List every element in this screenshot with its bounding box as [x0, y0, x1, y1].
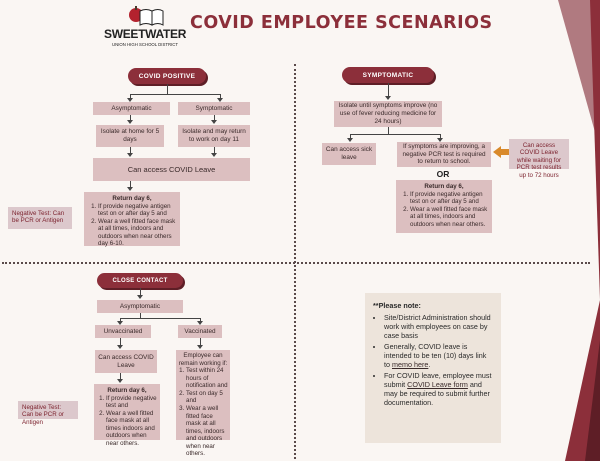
- logo: [104, 5, 186, 51]
- cp-return-day-6-box: [84, 192, 180, 246]
- note-title: **Please note:: [373, 301, 421, 310]
- cc-unvaccinated-box: Unvaccinated: [95, 325, 151, 338]
- cp-negative-test-note: Negative Test: Can be PCR or Antigen: [8, 207, 72, 229]
- cp-return-title: Return day 6,: [112, 195, 152, 202]
- cc-vacc-intro: Employee can remain working if:: [178, 352, 228, 367]
- symptomatic-pill: SYMPTOMATIC: [342, 67, 434, 83]
- note-item: • For COVID leave, employee must submit COVID Leave form and may be required to submit further documentation.: [384, 371, 493, 407]
- close-contact-pill: CLOSE CONTACT: [97, 273, 183, 288]
- cc-negative-test-note: Negative Test: Can be PCR or Antigen: [18, 401, 78, 419]
- sym-sick-leave-box: Can access sick leave: [322, 143, 376, 165]
- cp-isolate-5-days: Isolate at home for 5 days: [96, 125, 164, 147]
- sym-covid-leave-note: Can access COVID Leave while waiting for PCR test results up to 72 hours: [509, 139, 569, 169]
- covid-positive-pill: COVID POSITIVE: [128, 68, 206, 84]
- apple-book-icon: [126, 5, 164, 27]
- cp-return-item: 1. If provide negative antigen test on or after day 5 and: [98, 203, 176, 218]
- cp-isolate-return-day-11: Isolate and may return to work on day 11: [178, 125, 250, 147]
- cc-return-item: 2. Wear a well fitted face mask at all times indoors and outdoors when near others.: [106, 410, 157, 448]
- covid-leave-form-link[interactable]: COVID Leave form: [407, 380, 468, 389]
- sym-pcr-required-box: If symptoms are improving, a negative PCR test is required to return to school.: [397, 142, 491, 167]
- cc-asymptomatic-box: Asymptomatic: [97, 300, 183, 313]
- logo-subtitle: UNION HIGH SCHOOL DISTRICT: [112, 42, 178, 47]
- cc-vacc-item: 1. Test within 24 hours of notification and: [186, 367, 228, 390]
- horizontal-divider: [2, 262, 590, 264]
- note-item: • Generally, COVID leave is intended to be ten (10) days link to memo here.: [384, 342, 493, 369]
- cc-vaccinated-box: Vaccinated: [178, 325, 222, 338]
- cp-symptomatic-box: Symptomatic: [178, 102, 250, 115]
- decorative-corner-shapes: [540, 0, 600, 461]
- cp-return-item: 2. Wear a well fitted face mask at all times, indoors and outdoors when near others day 6-10.: [98, 218, 176, 248]
- sym-return-day-6-box: [396, 180, 492, 233]
- cc-vacc-item: 3. Wear a well fitted face mask at all times, indoors and outdoors when near others.: [186, 405, 228, 458]
- cc-vaccinated-conditions-box: [176, 350, 230, 458]
- sym-return-item: 1. If provide negative antigen test on or after day 5 and: [410, 191, 488, 206]
- sym-return-item: 2. Wear a well fitted face mask at all times, indoors and outdoors when near others.: [410, 206, 488, 229]
- sym-return-title: Return day 6,: [424, 183, 464, 190]
- cc-return-title: Return day 6,: [107, 387, 147, 394]
- cc-return-item: 1. If provide negative test and: [106, 395, 157, 410]
- or-label: OR: [436, 169, 450, 179]
- cp-asymptomatic-box: Asymptomatic: [93, 102, 170, 115]
- note-item: • Site/District Administration should work with employees on case by case basis: [384, 313, 493, 340]
- cc-vacc-item: 2. Test on day 5 and: [186, 390, 228, 405]
- sym-isolate-box: Isolate until symptoms improve (no use of fever reducing medicine for 24 hours): [334, 101, 442, 127]
- memo-link[interactable]: memo here: [392, 360, 429, 369]
- page-title: COVID EMPLOYEE SCENARIOS: [190, 13, 493, 33]
- please-note-panel: [365, 293, 501, 443]
- cc-covid-leave-box: Can access COVID Leave: [95, 350, 157, 373]
- cp-covid-leave-box: Can access COVID Leave: [93, 158, 250, 181]
- cc-return-day-6-box: [94, 384, 160, 447]
- logo-name: SWEETWATER: [104, 27, 187, 41]
